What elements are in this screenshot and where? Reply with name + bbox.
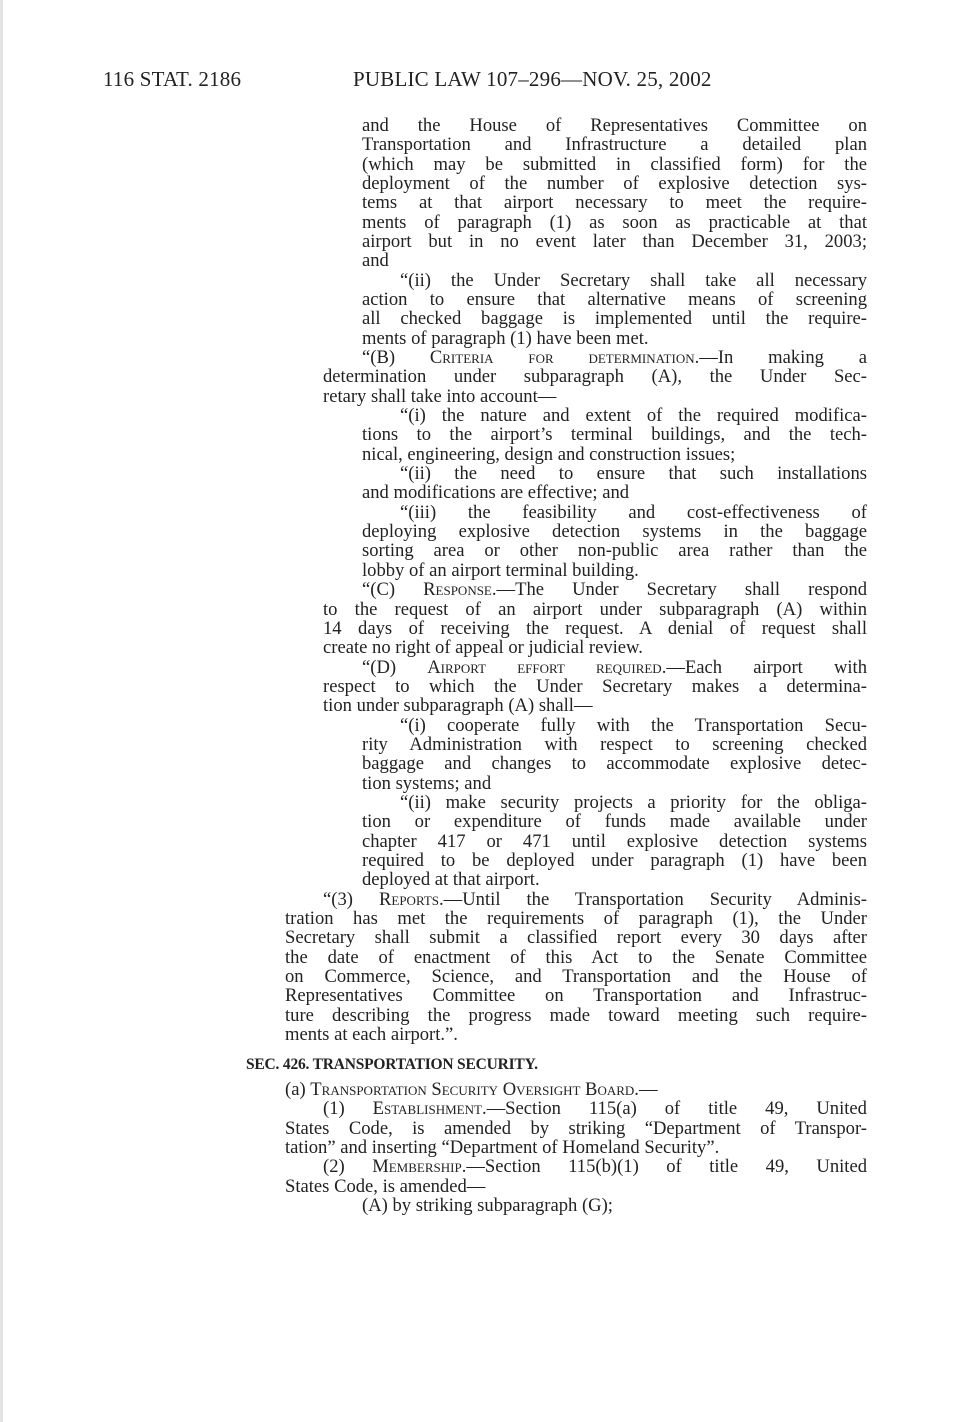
text-line <box>362 155 867 175</box>
text-line <box>323 387 556 407</box>
text-line <box>362 290 867 310</box>
line-text: Transportation and Infrastructure a detailed plan <box>362 134 867 156</box>
text-line <box>285 1177 485 1197</box>
line-text: “(C) <box>362 579 424 601</box>
text-line <box>400 271 867 291</box>
text-line <box>285 1119 867 1139</box>
text-line <box>323 677 867 697</box>
text-line <box>285 909 867 929</box>
line-text: SEC. 426. TRANSPORTATION SECURITY. <box>246 1056 538 1073</box>
text-line <box>285 1080 658 1100</box>
text-line <box>362 754 867 774</box>
line-text: “(D) <box>362 656 428 678</box>
line-text: tions to the airport’s terminal buildings, and the tech- <box>362 424 867 446</box>
text-line <box>362 309 867 329</box>
text-line <box>362 116 867 136</box>
line-text: the date of enactment of this Act to the Senate Committee <box>285 946 867 968</box>
text-line <box>323 696 593 716</box>
small-caps-heading: Criteria for determination <box>429 347 695 369</box>
line-text: rity Administration with respect to screening checked <box>362 733 867 755</box>
line-text: (1) <box>323 1098 373 1120</box>
text-line <box>362 1196 613 1216</box>
text-line <box>323 1157 867 1177</box>
line-text: .— <box>634 1079 658 1100</box>
text-line <box>362 812 867 832</box>
line-text: “(ii) the need to ensure that such installations <box>400 463 867 485</box>
text-line <box>362 251 389 271</box>
line-text: on Commerce, Science, and Transportation and the House of <box>285 965 867 987</box>
line-text: ture describing the progress made toward meeting such require- <box>285 1004 867 1026</box>
text-line <box>323 367 867 387</box>
line-text: determination under subparagraph (A), the Under Sec- <box>323 366 867 388</box>
line-text: .—Until the Transportation Security Adminis- <box>439 888 867 910</box>
text-line <box>400 464 867 484</box>
line-text: (which may be submitted in classified form) for the <box>362 153 867 175</box>
line-text: .—The Under Secretary shall respond <box>491 579 867 601</box>
line-text: nical, engineering, design and construction issues; <box>362 443 736 465</box>
line-text: .—In making a <box>694 347 867 369</box>
text-line <box>362 174 867 194</box>
text-line <box>362 213 867 233</box>
text-line <box>323 1099 867 1119</box>
text-line <box>362 735 867 755</box>
page-edge <box>0 0 3 1422</box>
line-text: “(ii) the Under Secretary shall take all necessary <box>400 269 867 291</box>
line-text: chapter 417 or 471 until explosive detection systems <box>362 830 867 852</box>
text-line <box>362 580 867 600</box>
line-text: .—Section 115(b)(1) of title 49, United <box>461 1156 867 1178</box>
line-text: ments of paragraph (1) as soon as practicable at that <box>362 211 867 233</box>
line-text: deployed at that airport. <box>362 869 540 891</box>
line-text: required to be deployed under paragraph (1) have been <box>362 849 867 871</box>
line-text: States Code, is amended by striking “Department of Transpor- <box>285 1117 867 1139</box>
line-text: “(i) cooperate fully with the Transportation Secu- <box>400 714 867 736</box>
text-line <box>285 1006 867 1026</box>
line-text: action to ensure that alternative means of screening <box>362 289 867 311</box>
line-text: and <box>362 250 389 272</box>
line-text: (2) <box>323 1156 373 1178</box>
line-text: lobby of an airport terminal building. <box>362 559 639 581</box>
line-text: tion or expenditure of funds made available under <box>362 811 867 833</box>
line-text: tation” and inserting “Department of Homeland Security”. <box>285 1136 720 1158</box>
line-text: Representatives Committee on Transportation and Infrastruc- <box>285 985 867 1007</box>
line-text: ments of paragraph (1) have been met. <box>362 327 649 349</box>
line-text: deploying explosive detection systems in the baggage <box>362 521 867 543</box>
text-line <box>323 890 867 910</box>
line-text: .—Section 115(a) of title 49, United <box>481 1098 867 1120</box>
text-line <box>362 193 867 213</box>
line-text: (a) <box>285 1079 311 1100</box>
text-line <box>323 619 867 639</box>
text-line <box>362 832 867 852</box>
line-text: airport but in no event later than December 31, 2003; <box>362 231 867 253</box>
line-text: “(B) <box>362 347 430 369</box>
text-line <box>362 851 867 871</box>
small-caps-heading: Transportation Security Oversight Board <box>310 1079 635 1100</box>
small-caps-heading: Membership <box>372 1156 462 1178</box>
text-line <box>285 967 867 987</box>
line-text: tion systems; and <box>362 772 492 794</box>
line-text: .—Each airport with <box>661 656 867 678</box>
line-text: “(iii) the feasibility and cost-effectiveness of <box>400 501 867 523</box>
text-line <box>323 638 643 658</box>
text-line <box>362 483 629 503</box>
line-text: (A) by striking subparagraph (G); <box>362 1194 613 1216</box>
text-line <box>362 348 867 368</box>
text-line <box>362 425 867 445</box>
text-line <box>285 1138 719 1158</box>
text-line <box>362 445 735 465</box>
text-line <box>400 716 867 736</box>
text-line <box>285 928 867 948</box>
text-line <box>362 561 639 581</box>
text-line <box>400 503 867 523</box>
line-text: respect to which the Under Secretary makes a determina- <box>323 675 867 697</box>
small-caps-heading: Response <box>423 579 492 601</box>
text-line <box>362 329 649 349</box>
line-text: ments at each airport.”. <box>285 1023 458 1045</box>
small-caps-heading: Airport effort required <box>427 656 662 678</box>
text-line <box>285 948 867 968</box>
text-line <box>400 793 867 813</box>
text-line <box>362 541 867 561</box>
running-header-title: PUBLIC LAW 107–296—NOV. 25, 2002 <box>353 67 712 91</box>
line-text: tration has met the requirements of paragraph (1), the Under <box>285 907 867 929</box>
text-line <box>362 522 867 542</box>
line-text: tems at that airport necessary to meet the require- <box>362 192 867 214</box>
section-heading <box>246 1055 538 1075</box>
line-text: 14 days of receiving the request. A denial of request shall <box>323 617 867 639</box>
line-text: tion under subparagraph (A) shall— <box>323 695 593 717</box>
text-line <box>362 774 491 794</box>
line-text: States Code, is amended— <box>285 1175 486 1197</box>
line-text: to the request of an airport under subparagraph (A) within <box>323 598 867 620</box>
statute-page-number: 116 STAT. 2186 <box>103 67 242 91</box>
line-text: all checked baggage is implemented until the require- <box>362 308 867 330</box>
line-text: and the House of Representatives Committee on <box>362 115 867 136</box>
text-line <box>285 986 867 1006</box>
line-text: retary shall take into account— <box>323 385 557 407</box>
line-text: Secretary shall submit a classified report every 30 days after <box>285 927 867 949</box>
line-text: baggage and changes to accommodate explosive detec- <box>362 753 867 775</box>
small-caps-heading: Establishment <box>372 1098 482 1120</box>
line-text: sorting area or other non-public area rather than the <box>362 540 867 562</box>
text-line <box>323 600 867 620</box>
small-caps-heading: Reports <box>378 888 440 910</box>
text-line <box>400 406 867 426</box>
line-text: “(3) <box>323 888 379 910</box>
text-line <box>362 135 867 155</box>
line-text: create no right of appeal or judicial review. <box>323 637 643 659</box>
line-text: “(i) the nature and extent of the required modifica- <box>400 405 867 427</box>
text-line <box>362 232 867 252</box>
line-text: “(ii) make security projects a priority for the obliga- <box>400 791 867 813</box>
text-line <box>362 658 867 678</box>
line-text: deployment of the number of explosive detection sys- <box>362 173 867 195</box>
text-line <box>362 870 540 890</box>
line-text: and modifications are effective; and <box>362 482 630 504</box>
text-line <box>285 1025 458 1045</box>
